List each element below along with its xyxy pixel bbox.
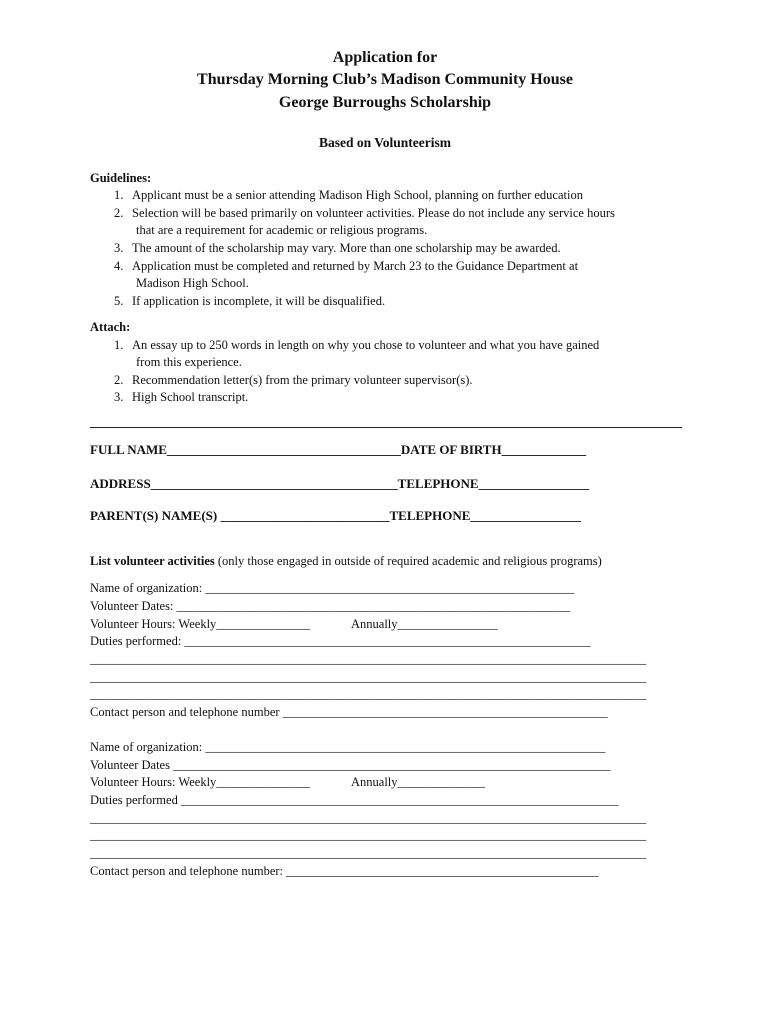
activities-heading-note: (only those engaged in outside of required academic and religious programs)	[214, 554, 602, 568]
guideline-text: Application must be completed and returned by March 23 to the Guidance Department at	[132, 259, 579, 273]
annual-hours-field-1[interactable]: Annually________________	[351, 617, 498, 631]
attach-number: 3.	[114, 390, 124, 404]
guideline-number: 4.	[114, 259, 124, 273]
organization-name-field-2[interactable]: Name of organization: ________________________________________________________________	[90, 740, 606, 754]
guideline-item-1	[114, 189, 583, 202]
attach-number: 1.	[114, 338, 124, 352]
guideline-number: 1.	[114, 188, 124, 202]
volunteer-dates-field-1[interactable]: Volunteer Dates: _______________________________________________________________	[90, 599, 571, 613]
duties-field-1[interactable]: Duties performed: _________________________________________________________________	[90, 634, 591, 648]
weekly-hours-field-1[interactable]: Volunteer Hours: Weekly_______________	[90, 617, 311, 631]
duties-line[interactable]: _________________________________________________________________________________________	[90, 828, 647, 842]
attach-item-1	[114, 339, 599, 352]
attach-text: An essay up to 250 words in length on why you chose to volunteer and what you have gained	[132, 338, 600, 352]
guideline-text: If application is incomplete, it will be disqualified.	[132, 294, 386, 308]
address-and-telephone-field[interactable]: ADDRESS______________________________________TELEPHONE_________________	[90, 476, 590, 491]
guideline-item-2	[114, 207, 615, 220]
guideline-text-continued: that are a requirement for academic or religious programs.	[136, 223, 428, 237]
attach-text: Recommendation letter(s) from the primary volunteer supervisor(s).	[132, 373, 473, 387]
annual-hours-field-2[interactable]: Annually______________	[351, 775, 486, 789]
guideline-number: 5.	[114, 294, 124, 308]
attach-text-continued: from this experience.	[136, 355, 242, 369]
guideline-number: 2.	[114, 206, 124, 220]
guideline-item-5	[114, 295, 385, 308]
guideline-item-3	[114, 242, 561, 255]
contact-field-2[interactable]: Contact person and telephone number: __________________________________________________	[90, 864, 599, 878]
duties-line[interactable]: _________________________________________________________________________________________	[90, 652, 647, 666]
guideline-text: Applicant must be a senior attending Madison High School, planning on further education	[132, 188, 583, 202]
duties-line[interactable]: _________________________________________________________________________________________	[90, 811, 647, 825]
volunteer-dates-field-2[interactable]: Volunteer Dates ______________________________________________________________________	[90, 758, 611, 772]
subtitle: Based on Volunteerism	[318, 135, 452, 150]
contact-field-1[interactable]: Contact person and telephone number ____________________________________________________	[90, 705, 608, 719]
guideline-text: The amount of the scholarship may vary. More than one scholarship may be awarded.	[132, 241, 561, 255]
title-line-2: Thursday Morning Club’s Madison Community House	[197, 71, 573, 88]
guideline-text-continued: Madison High School.	[136, 276, 249, 290]
title-line-1: Application for	[332, 49, 438, 66]
guidelines-heading: Guidelines:	[90, 171, 152, 185]
attach-number: 2.	[114, 373, 124, 387]
guideline-item-4	[114, 260, 578, 273]
activities-heading	[90, 555, 602, 568]
duties-line[interactable]: _________________________________________________________________________________________	[90, 670, 647, 684]
section-divider	[90, 427, 682, 428]
duties-line[interactable]: _________________________________________________________________________________________	[90, 846, 647, 860]
attach-heading: Attach:	[90, 320, 131, 334]
attach-text: High School transcript.	[132, 390, 249, 404]
activities-heading-bold: List volunteer activities	[90, 554, 215, 568]
attach-item-3	[114, 391, 248, 404]
organization-name-field-1[interactable]: Name of organization: ___________________________________________________________	[90, 581, 575, 595]
weekly-hours-field-2[interactable]: Volunteer Hours: Weekly_______________	[90, 775, 311, 789]
title-line-3: George Burroughs Scholarship	[278, 94, 492, 111]
attach-item-2	[114, 374, 473, 387]
duties-line[interactable]: _________________________________________________________________________________________	[90, 687, 647, 701]
parents-and-telephone-field[interactable]: PARENT(S) NAME(S) __________________________TELEPHONE_________________	[90, 508, 581, 523]
guideline-text: Selection will be based primarily on volunteer activities. Please do not include any service hours	[132, 206, 615, 220]
full-name-and-dob-field[interactable]: FULL NAME____________________________________DATE OF BIRTH_____________	[90, 442, 587, 457]
guideline-number: 3.	[114, 241, 124, 255]
duties-field-2[interactable]: Duties performed ______________________________________________________________________	[90, 793, 619, 807]
